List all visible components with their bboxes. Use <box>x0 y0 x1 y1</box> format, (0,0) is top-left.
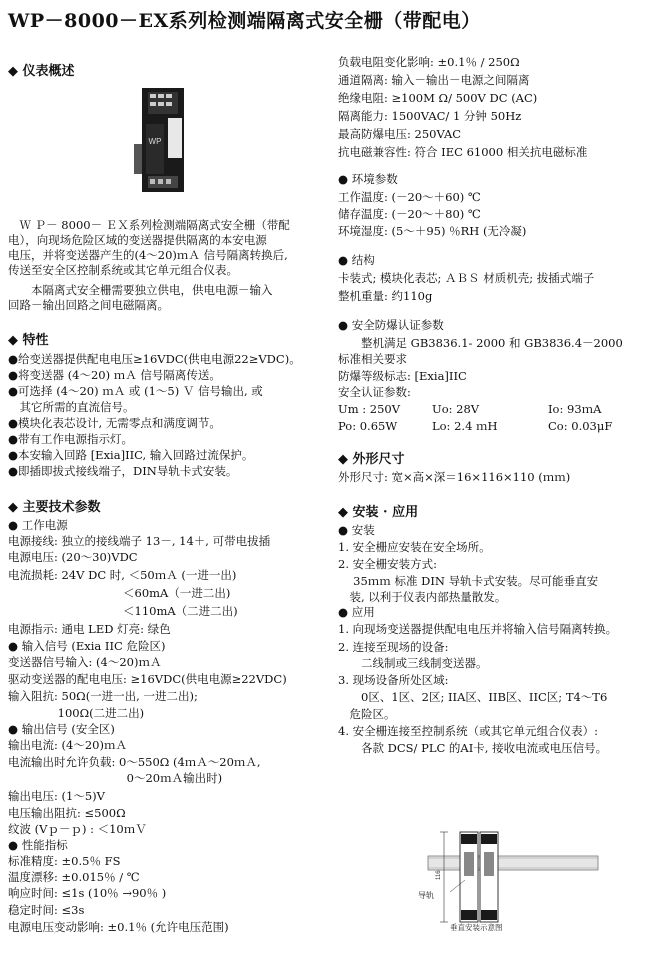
table-cell: Lo: 2.4 ｍH <box>432 419 498 433</box>
list-item: ●将变送器 (4～20) ｍＡ 信号隔离传送。 <box>8 368 221 382</box>
diagram-caption: 垂直安装示意图 <box>450 923 503 932</box>
list-item: ●可选择 (4～20) ｍＡ 或 (1～5) Ｖ 信号输出, 或 <box>8 384 263 398</box>
table-cell: Io: 93ｍA <box>548 402 602 416</box>
overview-heading: ◆ 仪表概述 <box>8 64 75 79</box>
dimension-label: 116 <box>436 870 442 880</box>
list-item: ●本安输入回路 [Exia]IIC, 输入回路过流保护。 <box>8 448 254 462</box>
list-item: 其它所需的直流信号。 <box>8 400 135 414</box>
list-item: ●即插即拔式接线端子，DIN导轨卡式安装。 <box>8 464 238 478</box>
rail-label: 导轨 <box>418 891 434 900</box>
list-item: ●给变送器提供配电电压≥16VDC(供电电源22≥VDC)。 <box>8 352 301 366</box>
specs-heading: ◆ 主要技术参数 <box>8 500 101 515</box>
product-image <box>128 84 198 196</box>
cert-heading: ● 安全防爆认证参数 <box>338 318 444 332</box>
page-title: WP－8000－EX系列检测端隔离式安全栅（带配电） <box>8 10 481 32</box>
installation-diagram <box>410 822 610 932</box>
brand-label: WP <box>148 137 162 146</box>
table-cell: Uo: 28V <box>432 402 480 416</box>
table-cell: Um : 250V <box>338 402 401 416</box>
dim-heading: ◆ 外形尺寸 <box>338 452 405 467</box>
list-item: ●模块化表芯设计, 无需零点和满度调节。 <box>8 416 221 430</box>
env-heading: ● 环境参数 <box>338 172 398 186</box>
table-cell: Po: 0.65W <box>338 419 398 433</box>
features-heading: ◆ 特性 <box>8 333 49 348</box>
table-cell: Co: 0.03μF <box>548 419 613 433</box>
struct-heading: ● 结构 <box>338 253 375 267</box>
install-heading: ◆ 安装 · 应用 <box>338 505 419 520</box>
dim-line: 外形尺寸: 宽×高×深＝16×116×110 (ｍｍ) <box>338 470 571 484</box>
list-item: ●带有工作电源指示灯。 <box>8 432 134 446</box>
